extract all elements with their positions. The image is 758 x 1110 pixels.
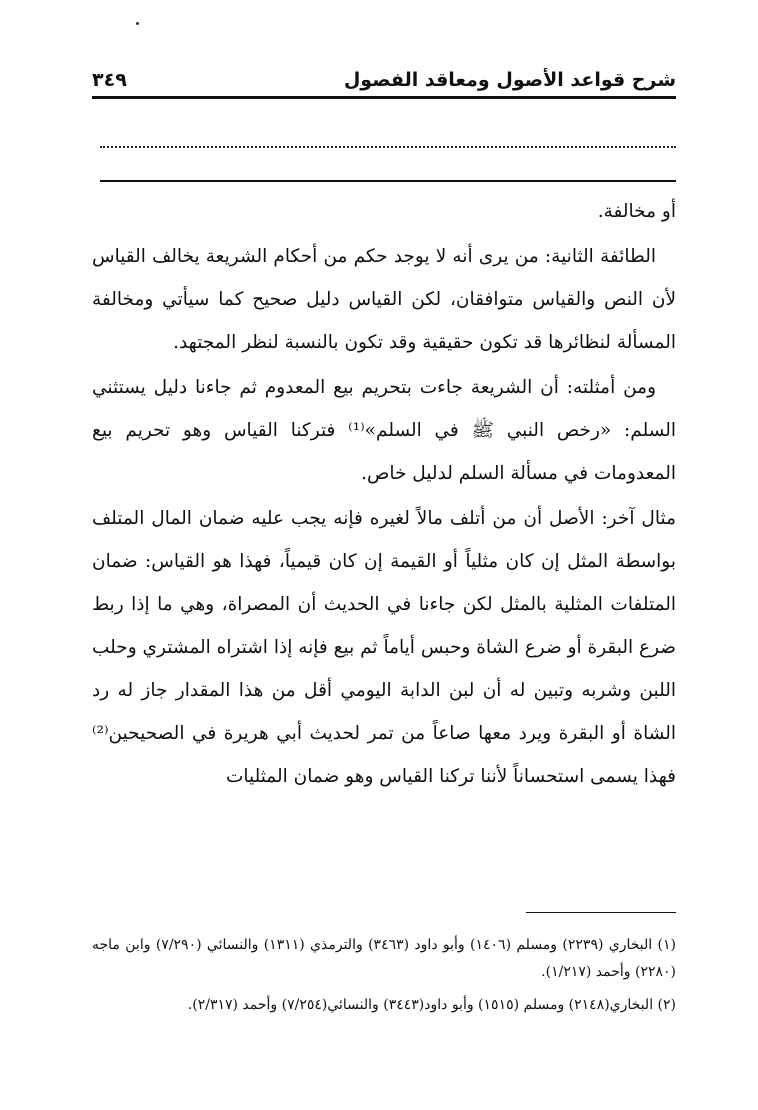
page-number: ٣٤٩ [92,69,127,91]
paragraph-continuation: أو مخالفة. [597,201,676,222]
footnote-1: (١) البخاري (٢٢٣٩) ومسلم (١٤٠٦) وأبو داود (٣٤٦٣) والترمذي (١٣١١) والنسائي (٧/٢٩٠) وابن ماجه (٢٢٨٠) وأحمد (١/٢١٧). [92,937,676,980]
footnote-separator [526,912,676,913]
dotted-separator [100,146,676,148]
solid-separator [100,180,676,182]
paragraph-second-group: الطائفة الثانية: من يرى أنه لا يوجد حكم من أحكام الشريعة يخالف القياس لأن النص والقياس متوافقان، لكن القياس دليل صحيح كما سيأتي ومخالفة المسألة لنظائرها قد تكون حقيقية وقد تكون بالنسبة لنظر المجتهد. [92,246,676,353]
paragraph-another-example: مثال آخر: الأصل أن من أتلف مالاً لغيره فإنه يجب عليه ضمان المال المتلف بواسطة المثل إن كان مثلياً أو القيمة إن كان قيمياً، فهذا هو القياس: ضمان المتلفات المثلية بالمثل لكن جاءنا في الحديث أن المصراة، وهي ما إذا ربط ضرع البقرة أو ضرع الشاة وحبس أياماً ثم بيع فإنه إذا اشتراه المشتري وحلب اللبن وشربه وتبين له أن لبن الدابة اليومي أقل من هذا المقدار جاز له رد الشاة أو البقرة ويرد معها صاعاً من تمر لحديث أبي هريرة في الصحيحين⁽²⁾ فهذا يسمى استحساناً لأننا تركنا القياس وهو ضمان المثليات [92,508,676,787]
main-text [92,190,676,800]
page-header [92,66,676,99]
footnotes [92,932,676,1025]
running-title: شرح قواعد الأصول ومعاقد الفصول [343,69,676,91]
footnote-2: (٢) البخاري(٢١٤٨) ومسلم (١٥١٥) وأبو داود(٣٤٤٣) والنسائي(٧/٢٥٤) وأحمد (٢/٣١٧). [187,997,676,1013]
scan-speck [136,22,139,25]
paragraph-examples: ومن أمثلته: أن الشريعة جاءت بتحريم بيع المعدوم ثم جاءنا دليل يستثني السلم: «رخص النبي ﷺ في السلم»⁽¹⁾ فتركنا القياس وهو تحريم بيع المعدومات في مسألة السلم لدليل خاص. [92,377,676,484]
